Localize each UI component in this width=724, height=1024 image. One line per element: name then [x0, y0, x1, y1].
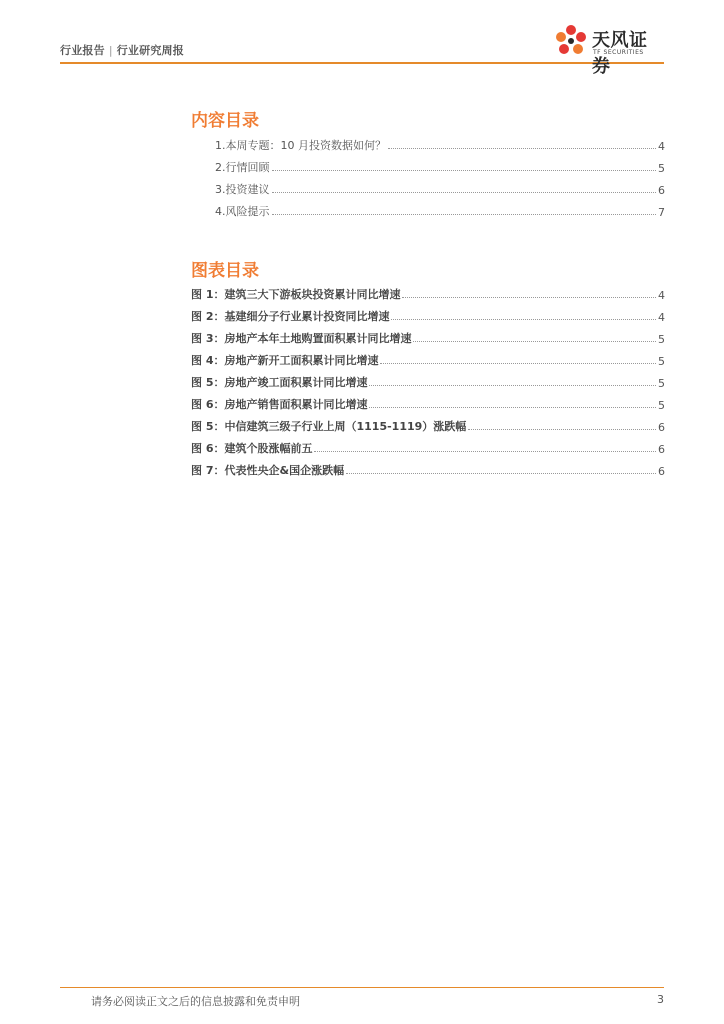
footer-divider	[60, 987, 664, 988]
toc-leader-dots	[380, 362, 656, 364]
toc-leader-dots	[272, 169, 657, 171]
toc-leader-dots	[369, 384, 656, 386]
toc-item[interactable]	[191, 153, 665, 175]
toc-item-page: 6	[658, 184, 665, 197]
toc-item-page: 4	[658, 140, 665, 153]
logo-english-name: TF SECURITIES	[593, 49, 644, 56]
figure-toc-label: 图 3：房地产本年土地购置面积累计同比增速	[191, 332, 412, 345]
logo-chinese-name: 天风证券	[592, 30, 648, 77]
contents-list	[191, 131, 665, 219]
figure-toc-item[interactable]	[191, 302, 665, 324]
figure-toc-label: 图 6：房地产销售面积累计同比增速	[191, 398, 368, 411]
figure-toc-label: 图 5：中信建筑三级子行业上周（1115-1119）涨跌幅	[191, 420, 467, 433]
toc-leader-dots	[391, 318, 656, 320]
figure-toc-page: 4	[658, 289, 665, 302]
toc-leader-dots	[402, 296, 656, 298]
toc-leader-dots	[369, 406, 656, 408]
figure-toc-item[interactable]	[191, 324, 665, 346]
page-header	[60, 22, 664, 77]
breadcrumb-report-type: 行业报告	[60, 44, 105, 57]
figure-toc-page: 6	[658, 443, 665, 456]
footer-disclaimer: 请务必阅读正文之后的信息披露和免责申明	[91, 995, 300, 1008]
figure-toc-item[interactable]	[191, 412, 665, 434]
toc-item-label: 4.风险提示	[215, 205, 270, 218]
company-logo	[552, 22, 664, 77]
figure-toc-page: 6	[658, 465, 665, 478]
toc-leader-dots	[272, 213, 657, 215]
figure-toc-item[interactable]	[191, 368, 665, 390]
breadcrumb	[60, 42, 184, 58]
toc-item-page: 7	[658, 206, 665, 219]
figure-toc-page: 4	[658, 311, 665, 324]
contents-title: 内容目录	[191, 111, 259, 131]
figure-toc-page: 5	[658, 355, 665, 368]
toc-item-label: 1.本周专题：10 月投资数据如何？	[215, 139, 386, 152]
page-number: 3	[657, 993, 664, 1006]
toc-leader-dots	[314, 450, 656, 452]
figure-toc-item[interactable]	[191, 456, 665, 478]
toc-item[interactable]	[191, 197, 665, 219]
toc-leader-dots	[468, 428, 656, 430]
figure-toc-item[interactable]	[191, 434, 665, 456]
flower-logo-icon	[552, 22, 590, 60]
figure-toc-label: 图 5：房地产竣工面积累计同比增速	[191, 376, 368, 389]
toc-leader-dots	[346, 472, 656, 474]
toc-item-page: 5	[658, 162, 665, 175]
figure-toc-page: 5	[658, 377, 665, 390]
figure-toc-label: 图 4：房地产新开工面积累计同比增速	[191, 354, 379, 367]
figure-toc-page: 5	[658, 333, 665, 346]
figures-list	[191, 280, 665, 478]
toc-item[interactable]	[191, 131, 665, 153]
figures-title: 图表目录	[191, 261, 259, 281]
toc-leader-dots	[272, 191, 657, 193]
figure-toc-label: 图 7：代表性央企&国企涨跌幅	[191, 464, 345, 477]
toc-leader-dots	[388, 147, 656, 149]
toc-item-label: 3.投资建议	[215, 183, 270, 196]
figure-toc-label: 图 2：基建细分子行业累计投资同比增速	[191, 310, 390, 323]
figure-toc-page: 5	[658, 399, 665, 412]
figure-toc-item[interactable]	[191, 390, 665, 412]
figure-toc-label: 图 1：建筑三大下游板块投资累计同比增速	[191, 288, 401, 301]
breadcrumb-separator: |	[108, 44, 113, 57]
toc-item[interactable]	[191, 175, 665, 197]
figure-toc-label: 图 6：建筑个股涨幅前五	[191, 442, 313, 455]
figure-toc-item[interactable]	[191, 346, 665, 368]
toc-leader-dots	[413, 340, 656, 342]
breadcrumb-report-category: 行业研究周报	[116, 44, 184, 57]
figure-toc-page: 6	[658, 421, 665, 434]
toc-item-label: 2.行情回顾	[215, 161, 270, 174]
figure-toc-item[interactable]	[191, 280, 665, 302]
